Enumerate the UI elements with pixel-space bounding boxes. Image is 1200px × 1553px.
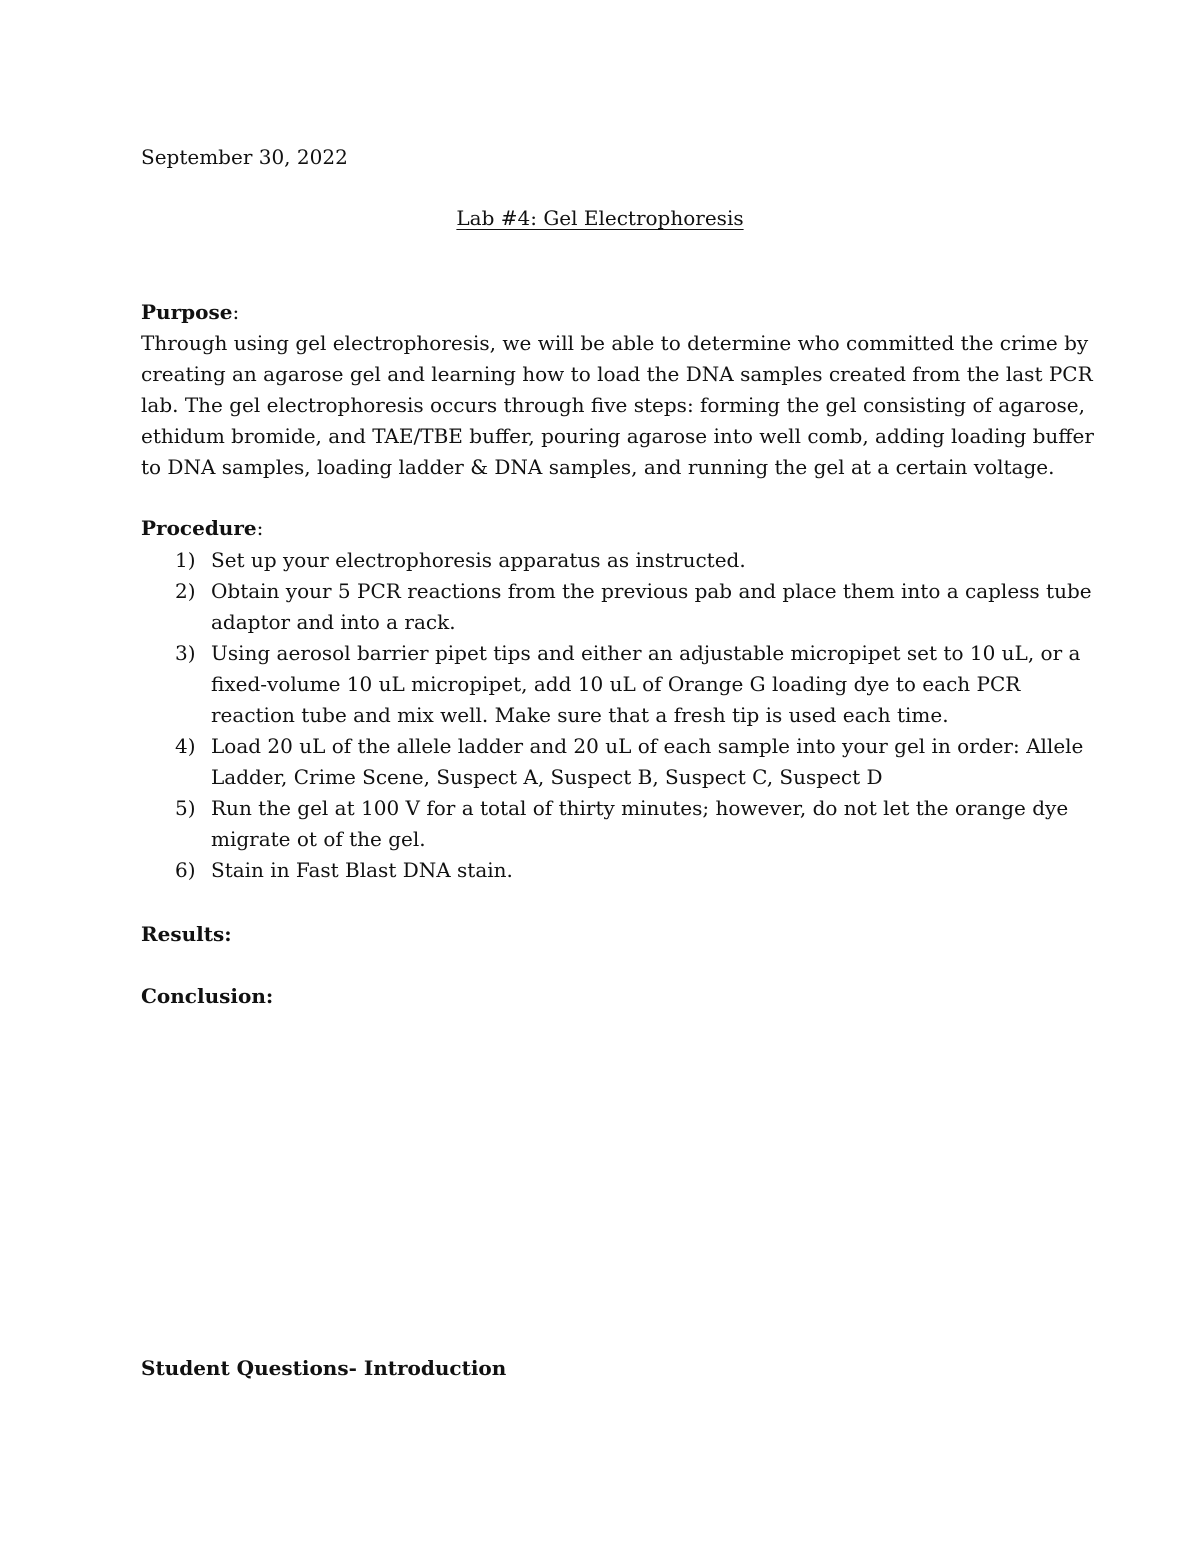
results-heading-label: Results: [141, 922, 232, 946]
step-number: 3) [175, 641, 196, 665]
step-text-line: Obtain your 5 PCR reactions from the previous pab and place them into a capless tube [211, 579, 1092, 603]
step-text-line: migrate ot of the gel. [211, 827, 426, 851]
step-text-line: Load 20 uL of the allele ladder and 20 uL of each sample into your gel in order: Allele [211, 734, 1084, 758]
purpose-line: lab. The gel electrophoresis occurs through five steps: forming the gel consisting of agarose, [141, 393, 1085, 417]
step-text-line: Using aerosol barrier pipet tips and either an adjustable micropipet set to 10 uL, or a [211, 641, 1081, 665]
purpose-line: ethidum bromide, and TAE/TBE buffer, pouring agarose into well comb, adding loading buffer [141, 424, 1094, 448]
title-text: Lab #4: Gel Electrophoresis [456, 206, 744, 230]
purpose-heading-colon: : [232, 300, 240, 324]
step-text-line: Ladder, Crime Scene, Suspect A, Suspect B, Suspect C, Suspect D [211, 765, 883, 789]
procedure-step [141, 638, 1081, 731]
procedure-step [141, 576, 1092, 638]
procedure-heading [141, 514, 263, 542]
step-text-line: adaptor and into a rack. [211, 610, 456, 634]
step-number: 5) [175, 796, 196, 820]
purpose-heading-label: Purpose [141, 300, 233, 324]
step-text-line: Set up your electrophoresis apparatus as instructed. [211, 548, 746, 572]
procedure-step [141, 855, 1061, 886]
purpose-line: creating an agarose gel and learning how to load the DNA samples created from the last PCR [141, 362, 1093, 386]
step-text-line: Stain in Fast Blast DNA stain. [211, 858, 513, 882]
procedure-heading-colon: : [256, 516, 264, 540]
procedure-step [141, 793, 1069, 855]
procedure-list [141, 545, 1092, 886]
purpose-heading [141, 298, 239, 326]
document-title [0, 204, 1200, 232]
purpose-line: Through using gel electrophoresis, we will be able to determine who committed the crime by [141, 331, 1089, 355]
results-heading [141, 920, 232, 948]
procedure-step [141, 731, 1084, 793]
procedure-heading-label: Procedure [141, 516, 257, 540]
student-questions-heading [141, 1354, 506, 1382]
student-questions-heading-label: Student Questions- Introduction [141, 1356, 507, 1380]
document-date: September 30, 2022 [141, 145, 348, 169]
step-number: 1) [175, 548, 196, 572]
step-text-line: reaction tube and mix well. Make sure that a fresh tip is used each time. [211, 703, 949, 727]
step-number: 4) [175, 734, 196, 758]
procedure-step [141, 545, 1061, 576]
purpose-paragraph [141, 328, 1094, 483]
conclusion-heading-label: Conclusion: [141, 984, 274, 1008]
purpose-line: to DNA samples, loading ladder & DNA samples, and running the gel at a certain voltage. [141, 455, 1055, 479]
step-number: 6) [175, 858, 196, 882]
step-number: 2) [175, 579, 196, 603]
conclusion-heading [141, 982, 273, 1010]
step-text-line: Run the gel at 100 V for a total of thirty minutes; however, do not let the orange dye [211, 796, 1069, 820]
step-text-line: fixed-volume 10 uL micropipet, add 10 uL of Orange G loading dye to each PCR [211, 672, 1021, 696]
